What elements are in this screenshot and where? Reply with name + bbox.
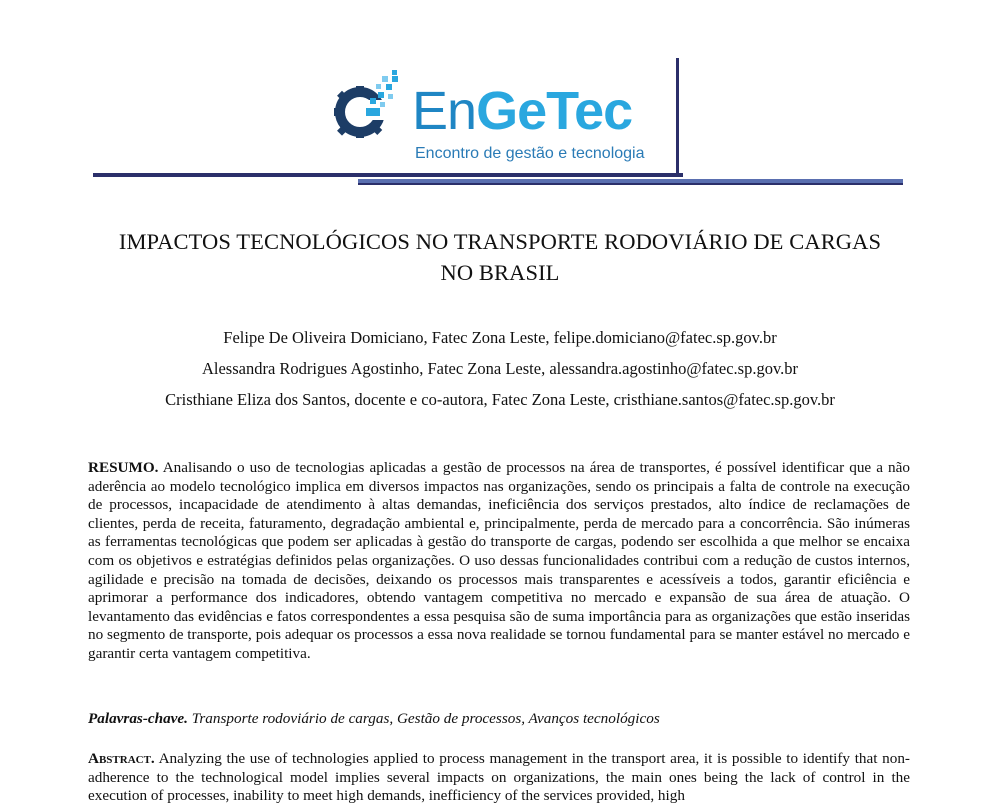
keywords-paragraph [88, 710, 910, 729]
title-line-1: IMPACTOS TECNOLÓGICOS NO TRANSPORTE RODOVIÁRIO DE CARGAS [118, 229, 882, 254]
resumo-text: Analisando o uso de tecnologias aplicadas a gestão de processos na área de transportes, é possível identificar que a não aderência ao modelo tecnológico implica em diversos impactos nas organizações, sendo os principais a falta de controle na execução de processos, incapacidade de atendimento à altas demandas, ineficiência dos serviços prestados, alto índice de reclamações de clientes, perda de receita, faturamento, degradação ambiental e, principalmente, perda de mercado para a concorrência. São inúmeras as ferramentas tecnológicas que podem ser aplicadas à gestão do transporte de cargas, podendo ser escolhida a que melhor se encaixa com os objetivos e estratégias definidos pelas organizações. O uso dessas funcionalidades contribui com a redução de custos internos, agilidade e precisão na tomada de decisões, deixando os processos mais transparentes e acessíveis a todos, garantir eficiência e aprimorar a performance dos indicadores, obtendo vantagem competitiva no mercado e expansão de sua área de atuação. O levantamento das evidências e fatos correspondentes a essa pesquisa são de suma importância para as organizações que estão inseridas no segmento de transporte, pois adequar os processos a essa nova realidade se tornou fundamental para se manter estável no mercado e garantir certa vantagem competitiva. [88, 459, 910, 662]
resumo-paragraph [88, 459, 910, 664]
logo-ge: Ge [476, 81, 547, 141]
keywords-label: Palavras-chave. [88, 710, 188, 727]
logo-subtitle: Encontro de gestão e tecnologia [415, 145, 645, 162]
paper-title [60, 226, 940, 288]
abstract-text: Analyzing the use of technologies applied to process management in the transport area, it is possible to identify that non-adherence to the technological model implies several impacts on organizations, the main ones being the lack of control in the execution of processes, inability to meet high demands, inefficiency of the services provided, high [88, 750, 910, 805]
gear-pixel-icon [330, 70, 400, 140]
header-rule-bottom-shadow [358, 183, 903, 185]
author-1: Felipe De Oliveira Domiciano, Fatec Zona Leste, felipe.domiciano@fatec.sp.gov.br [223, 328, 777, 347]
header-vertical-rule [676, 58, 679, 176]
abstract-paragraph [88, 750, 910, 806]
logo-wordmark [412, 81, 633, 141]
logo-tec: Tec [546, 81, 633, 141]
author-2: Alessandra Rodrigues Agostinho, Fatec Zona Leste, alessandra.agostinho@fatec.sp.gov.br [201, 359, 799, 378]
header-rule-top [93, 173, 683, 177]
keywords-text: Transporte rodoviário de cargas, Gestão de processos, Avanços tecnológicos [191, 710, 660, 727]
logo-en: En [412, 81, 477, 141]
author-3: Cristhiane Eliza dos Santos, docente e co-autora, Fatec Zona Leste, cristhiane.santos@fatec.sp.gov.br [165, 390, 835, 409]
abstract-label: Abstract. [88, 750, 155, 767]
title-line-2: NO BRASIL [440, 260, 560, 285]
author-list [60, 322, 940, 415]
resumo-label: RESUMO. [88, 459, 159, 476]
